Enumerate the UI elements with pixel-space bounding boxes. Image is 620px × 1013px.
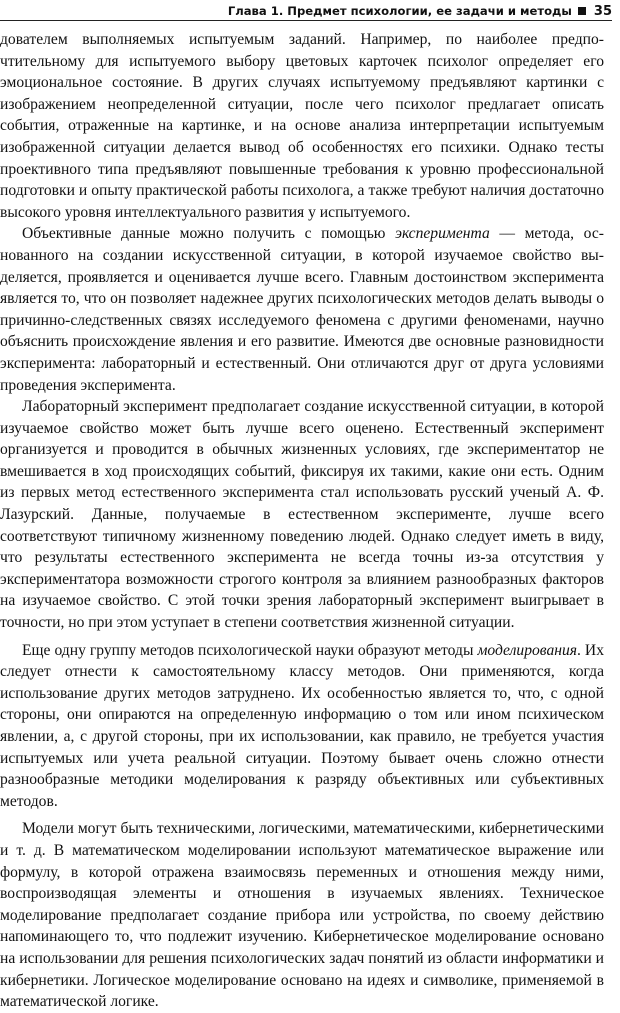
paragraph-modeling bbox=[0, 640, 604, 813]
chapter-title: Глава 1. Предмет психологии, ее задачи и методы bbox=[227, 4, 572, 18]
paragraph-text: Объективные данные можно получить с помощью bbox=[22, 225, 396, 243]
paragraph-text: — метода, основанного на создании искусственной ситуации, в которой изучаемое свойство выделяется, проявляется и оценивается лучше всего. Главным достоинством эксперимента является то, что он позволяет надежнее других психологических методов делать выводы о причинно-следственных связях исследуемого феномена с другими феноменами, научно объяснить происхождение явления и его развитие. Имеются две основные разновидности эксперимента: лабораторный и естественный. Они отличаются друг от друга условиями проведения эксперимента. bbox=[0, 225, 604, 394]
term-experiment: эксперимента bbox=[395, 225, 490, 243]
term-modeling: моделирования bbox=[477, 641, 578, 659]
paragraph-text: . Их следует отнести к самостоятельному классу методов. Они применяются, когда использование других методов затруднено. Их особенностью является то, что, с одной стороны, они опираются на определенную информацию о том или ином психическом явлении, а, с другой стороны, при их использовании, как правило, не требуется участия испытуемых или учета реальной ситуации. Поэтому бывает очень сложно отнести разнообразные методики моделирования к разряду объективных или субъективных методов. bbox=[0, 641, 604, 810]
page-number: 35 bbox=[593, 4, 612, 19]
paragraph-text: Еще одну группу методов психологической науки образуют методы bbox=[22, 641, 478, 659]
paragraph-continuation bbox=[0, 29, 604, 223]
paragraph-text: Модели могут быть техническими, логическими, математическими, кибернетическими и т. д. В математическом моделировании используют математическое выражение или формулу, в которой отражена взаимосвязь переменных и отношения между ними, воспроизводящая элементы и отношения в изучаемых явлениях. Техническое моделирование предполагает создание прибора или устройства, по своему действию напоминающего то, что подлежит изучению. Кибернетическое моделирование основано на использовании для решения психологических задач понятий из области информатики и кибернетики. Логическое моделирование основано на идеях и символике, применяемой в математической логике. bbox=[0, 820, 604, 1011]
paragraph-text: Лабораторный эксперимент предполагает создание искусственной ситуации, в которой изучаемое свойство может быть лучше всего оценено. Естественный эксперимент организуется и проводится в обычных жизненных условиях, где экспериментатор не вмешивается в ход происходящих событий, фиксируя их такими, какие они есть. Одним из первых метод естественного эксперимента стал использовать русский ученый А. Ф. Лазурский. Данные, получаемые в естественном эксперименте, лучше всего соответствуют типичному жизненному поведению людей. Однако следует иметь в виду, что результаты естественного эксперимента не всегда точны из-за отсутствия у экспериментатора возможности строгого контроля за влиянием разнообразных факторов на изучаемое свойство. С этой точки зрения лабораторный эксперимент выигрывает в точности, но при этом уступает в степени соответствия жизненной ситуации. bbox=[0, 398, 604, 632]
paragraph-text: дователем выполняемых испытуемым заданий. Например, по наиболее предпочтительному для испытуемого выбору цветовых карточек психолог определяет его эмоциональное состояние. В других случаях испытуемому предъявляют картинки с изображением неопределенной ситуации, после чего психолог предлагает описать события, отраженные на картинке, и на основе анализа интерпретации испытуемым изображенной ситуации делается вывод об особенностях его психики. Однако тесты проективного типа предъявляют повышенные требования к уровню профессиональной подготовки и опыту практической работы психолога, а также требуют наличия достаточно высокого уровня интеллектуального развития у испытуемого. bbox=[0, 31, 604, 221]
paragraph-experiment bbox=[0, 223, 604, 396]
paragraph-laboratory bbox=[0, 396, 604, 634]
body-text bbox=[0, 29, 604, 1013]
paragraph-models bbox=[0, 818, 604, 1012]
square-bullet-icon bbox=[578, 7, 586, 15]
running-head bbox=[0, 2, 612, 21]
